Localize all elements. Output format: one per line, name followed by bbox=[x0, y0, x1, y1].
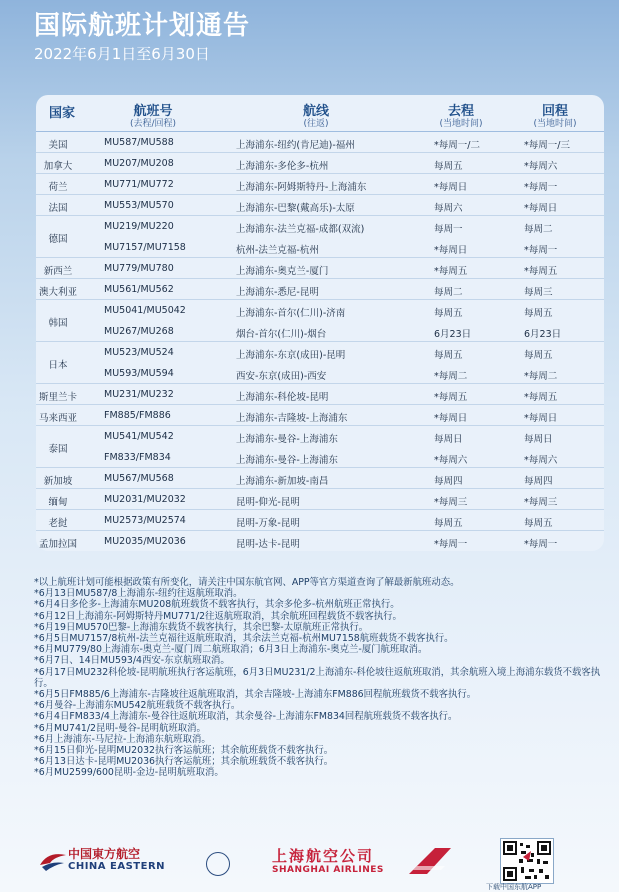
table-row bbox=[36, 320, 604, 342]
route-cell: 上海浦东-阿姆斯特丹-上海浦东 bbox=[236, 182, 367, 193]
return-cell: *每周三 bbox=[524, 497, 558, 508]
return-cell: *每周一/三 bbox=[524, 140, 570, 151]
flight-number-cell: FM833/FM834 bbox=[104, 452, 171, 463]
china-eastern-cn: 中国東方航空 bbox=[68, 847, 141, 861]
country-cell: 澳大利亚 bbox=[38, 287, 77, 298]
column-header-ret bbox=[508, 105, 602, 130]
outbound-cell: *每周五 bbox=[434, 266, 468, 277]
return-cell: *每周五 bbox=[524, 392, 558, 403]
flight-number-cell: MU523/MU524 bbox=[104, 347, 174, 358]
country-cell: 美国 bbox=[48, 140, 68, 151]
note-item: *6月MU779/80上海浦东-奥克兰-厦门周二航班取消；6月3日上海浦东-奥克兰-厦门航班取消。 bbox=[34, 644, 428, 656]
route-cell: 西安-东京(成田)-西安 bbox=[236, 371, 327, 382]
return-cell: *每周日 bbox=[524, 203, 558, 214]
header bbox=[34, 10, 250, 64]
china-eastern-logo bbox=[38, 848, 165, 873]
table-row bbox=[36, 467, 604, 489]
table-row bbox=[36, 299, 604, 329]
column-header-out bbox=[414, 105, 508, 130]
country-cell: 德国 bbox=[48, 234, 68, 245]
return-cell: 每周五 bbox=[524, 308, 553, 319]
shanghai-airlines-cn: 上海航空公司 bbox=[272, 847, 375, 865]
column-header-country-label: 国家 bbox=[48, 106, 75, 121]
outbound-cell: 每周六 bbox=[434, 203, 463, 214]
note-item: *6月7日、14日MU593/4西安-东京航班取消。 bbox=[34, 655, 230, 667]
flight-number-cell: MU561/MU562 bbox=[104, 284, 174, 295]
table-row bbox=[36, 152, 604, 174]
country-cell: 日本 bbox=[48, 360, 68, 371]
flight-number-cell: MU2573/MU2574 bbox=[104, 515, 186, 526]
table-row bbox=[36, 509, 604, 531]
flight-table bbox=[36, 95, 604, 551]
footer bbox=[0, 832, 619, 892]
outbound-cell: 每周五 bbox=[434, 350, 463, 361]
country-cell: 马来西亚 bbox=[38, 413, 77, 424]
table-row bbox=[36, 404, 604, 426]
return-cell: *每周日 bbox=[524, 413, 558, 424]
return-cell: *每周六 bbox=[524, 161, 558, 172]
outbound-cell: *每周三 bbox=[434, 497, 468, 508]
table-row bbox=[36, 341, 604, 371]
note-item: *6月4日FM833/4上海浦东-曼谷往返航班取消，其余曼谷-上海浦东FM834回程航班载货不载客执行。 bbox=[34, 711, 458, 723]
return-cell: *每周二 bbox=[524, 371, 558, 382]
china-eastern-wordmark bbox=[68, 848, 165, 873]
flight-number-cell: MU587/MU588 bbox=[104, 137, 174, 148]
column-header-route-label: 航线 bbox=[302, 104, 329, 119]
outbound-cell: *每周日 bbox=[434, 182, 468, 193]
note-item: *6月MU741/2昆明-曼谷-昆明航班取消。 bbox=[34, 722, 206, 734]
flight-number-cell: MU593/MU594 bbox=[104, 368, 174, 379]
outbound-cell: *每周二 bbox=[434, 371, 468, 382]
outbound-cell: *每周日 bbox=[434, 245, 468, 256]
route-cell: 昆明-万象-昆明 bbox=[236, 518, 300, 529]
qr-caption: 下载中国东航APP bbox=[486, 883, 542, 891]
country-cell: 孟加拉国 bbox=[38, 539, 77, 550]
flight-number-cell: MU2031/MU2032 bbox=[104, 494, 186, 505]
flight-number-cell: MU7157/MU7158 bbox=[104, 242, 186, 253]
outbound-cell: *每周六 bbox=[434, 455, 468, 466]
outbound-cell: 每周四 bbox=[434, 476, 463, 487]
return-cell: 每周日 bbox=[524, 434, 553, 445]
route-cell: 上海浦东-法兰克福-成都(双流) bbox=[236, 224, 365, 235]
return-cell: 每周五 bbox=[524, 518, 553, 529]
route-cell: 上海浦东-科伦坡-昆明 bbox=[236, 392, 329, 403]
table-row bbox=[36, 194, 604, 216]
route-cell: 上海浦东-奥克兰-厦门 bbox=[236, 266, 329, 277]
outbound-cell: 每周五 bbox=[434, 161, 463, 172]
shanghai-airlines-en: SHANGHAI AIRLINES bbox=[272, 865, 384, 875]
table-row bbox=[36, 383, 604, 405]
table-row bbox=[36, 236, 604, 258]
column-header-ret-sub: (当地时间) bbox=[533, 119, 577, 129]
table-row bbox=[36, 173, 604, 195]
outbound-cell: 每周二 bbox=[434, 287, 463, 298]
country-cell: 斯里兰卡 bbox=[38, 392, 77, 403]
country-cell: 荷兰 bbox=[48, 182, 68, 193]
route-cell: 上海浦东-多伦多-杭州 bbox=[236, 161, 329, 172]
note-item: *6月MU2599/600昆明-金边-昆明航班取消。 bbox=[34, 767, 224, 779]
outbound-cell: *每周一 bbox=[434, 539, 468, 550]
table-row bbox=[36, 488, 604, 510]
table-row bbox=[36, 278, 604, 300]
column-header-country bbox=[36, 107, 88, 121]
route-cell: 上海浦东-曼谷-上海浦东 bbox=[236, 455, 338, 466]
route-cell: 上海浦东-纽约(肯尼迪)-福州 bbox=[236, 140, 355, 151]
country-cell: 法国 bbox=[48, 203, 68, 214]
column-header-route bbox=[216, 105, 416, 130]
date-range: 2022年6月1日至6月30日 bbox=[34, 45, 210, 63]
flight-number-cell: MU553/MU570 bbox=[104, 200, 174, 211]
note-item: *6月17日MU232科伦坡-昆明航班执行客运航班，6月3日MU231/2上海浦东-科伦坡往返航班取消，其余航班入境上海浦东载货不载客执行。 bbox=[34, 666, 601, 689]
country-cell: 韩国 bbox=[48, 318, 68, 329]
table-row bbox=[36, 131, 604, 153]
note-item: *6月曼谷-上海浦东MU542航班载货不载客执行。 bbox=[34, 700, 241, 712]
table-row bbox=[36, 362, 604, 384]
flight-number-cell: MU5041/MU5042 bbox=[104, 305, 186, 316]
route-cell: 上海浦东-新加坡-南昌 bbox=[236, 476, 329, 487]
outbound-cell: 每周日 bbox=[434, 434, 463, 445]
outbound-cell: *每周五 bbox=[434, 392, 468, 403]
country-cell: 新西兰 bbox=[43, 266, 73, 277]
flight-number-cell: MU567/MU568 bbox=[104, 473, 174, 484]
flight-number-cell: MU267/MU268 bbox=[104, 326, 174, 337]
outbound-cell: *每周日 bbox=[434, 413, 468, 424]
note-item: *6月19日MU570巴黎-上海浦东载货不载客执行，其余巴黎-太原航班正常执行。 bbox=[34, 621, 369, 633]
table-row bbox=[36, 530, 604, 552]
table-header bbox=[36, 95, 604, 131]
note-item: *6月13日达卡-昆明MU2036执行客运航班；其余航班载货不载客执行。 bbox=[34, 756, 334, 768]
china-eastern-logo-icon bbox=[38, 849, 68, 873]
return-cell: *每周五 bbox=[524, 266, 558, 277]
route-cell: 杭州-法兰克福-杭州 bbox=[236, 245, 319, 256]
table-row bbox=[36, 446, 604, 468]
country-cell: 泰国 bbox=[48, 444, 68, 455]
outbound-cell: 6月23日 bbox=[434, 329, 472, 340]
flight-number-cell: MU2035/MU2036 bbox=[104, 536, 186, 547]
column-header-flight-label: 航班号 bbox=[133, 104, 173, 119]
return-cell: *每周一 bbox=[524, 245, 558, 256]
country-cell: 老挝 bbox=[48, 518, 68, 529]
outbound-cell: 每周五 bbox=[434, 518, 463, 529]
route-cell: 昆明-仰光-昆明 bbox=[236, 497, 300, 508]
column-header-route-sub: (往返) bbox=[303, 119, 329, 129]
route-cell: 上海浦东-悉尼-昆明 bbox=[236, 287, 319, 298]
column-header-flight-sub: (去程/回程) bbox=[129, 119, 177, 129]
flight-number-cell: MU219/MU220 bbox=[104, 221, 174, 232]
return-cell: *每周六 bbox=[524, 455, 558, 466]
return-cell: *每周一 bbox=[524, 182, 558, 193]
return-cell: 每周三 bbox=[524, 287, 553, 298]
country-cell: 缅甸 bbox=[48, 497, 68, 508]
outbound-cell: 每周五 bbox=[434, 308, 463, 319]
outbound-cell: *每周一/二 bbox=[434, 140, 480, 151]
page-title: 国际航班计划通告 bbox=[34, 11, 251, 41]
route-cell: 上海浦东-曼谷-上海浦东 bbox=[236, 434, 338, 445]
table-row bbox=[36, 257, 604, 279]
route-cell: 上海浦东-首尔(仁川)-济南 bbox=[236, 308, 346, 319]
return-cell: 每周五 bbox=[524, 350, 553, 361]
note-item: *6月4日多伦多-上海浦东MU208航班载货不载客执行，其余多伦多-杭州航班正常执行。 bbox=[34, 599, 400, 611]
flight-number-cell: MU541/MU542 bbox=[104, 431, 174, 442]
qr-code-icon[interactable] bbox=[500, 838, 554, 884]
shanghai-airlines-logo-icon bbox=[405, 846, 455, 876]
flight-number-cell: MU771/MU772 bbox=[104, 179, 174, 190]
note-item: *6月上海浦东-马尼拉-上海浦东航班取消。 bbox=[34, 733, 211, 745]
note-item: *6月15日仰光-昆明MU2032执行客运航班；其余航班载货不载客执行。 bbox=[34, 745, 334, 757]
route-cell: 上海浦东-东京(成田)-昆明 bbox=[236, 350, 346, 361]
route-cell: 烟台-首尔(仁川)-烟台 bbox=[236, 329, 327, 340]
outbound-cell: 每周一 bbox=[434, 224, 463, 235]
flight-number-cell: MU231/MU232 bbox=[104, 389, 174, 400]
route-cell: 上海浦东-巴黎(戴高乐)-太原 bbox=[236, 203, 355, 214]
note-item: *6月5日MU7157/8杭州-法兰克福往返航班取消，其余法兰克福-杭州MU7158航班载货不载客执行。 bbox=[34, 633, 454, 645]
column-header-ret-label: 回程 bbox=[541, 104, 568, 119]
route-cell: 昆明-达卡-昆明 bbox=[236, 539, 300, 550]
china-eastern-en: CHINA EASTERN bbox=[68, 861, 166, 872]
flight-number-cell: MU779/MU780 bbox=[104, 263, 174, 274]
skyteam-logo-icon bbox=[206, 852, 230, 876]
note-item: *6月13日MU587/8上海浦东-纽约往返航班取消。 bbox=[34, 588, 243, 600]
flight-number-cell: FM885/FM886 bbox=[104, 410, 171, 421]
notes bbox=[34, 577, 606, 779]
return-cell: *每周一 bbox=[524, 539, 558, 550]
route-cell: 上海浦东-吉隆坡-上海浦东 bbox=[236, 413, 348, 424]
column-header-flight bbox=[94, 105, 212, 130]
return-cell: 每周四 bbox=[524, 476, 553, 487]
return-cell: 每周二 bbox=[524, 224, 553, 235]
note-item: *以上航班计划可能根据政策有所变化，请关注中国东航官网、APP等官方渠道查询了解最新航班动态。 bbox=[34, 577, 460, 588]
return-cell: 6月23日 bbox=[524, 329, 562, 340]
column-header-out-label: 去程 bbox=[447, 104, 474, 119]
note-item: *6月12日上海浦东-阿姆斯特丹MU771/2往返航班取消，其余航班回程载货不载客执行。 bbox=[34, 610, 402, 622]
country-cell: 加拿大 bbox=[43, 161, 73, 172]
note-item: *6月5日FM885/6上海浦东-吉隆坡往返航班取消，其余吉隆坡-上海浦东FM886回程航班载货不载客执行。 bbox=[34, 689, 477, 701]
flight-number-cell: MU207/MU208 bbox=[104, 158, 174, 169]
table-row bbox=[36, 425, 604, 455]
country-cell: 新加坡 bbox=[43, 476, 73, 487]
table-row bbox=[36, 215, 604, 245]
column-header-out-sub: (当地时间) bbox=[439, 119, 483, 129]
shanghai-airlines-logo bbox=[272, 848, 384, 876]
